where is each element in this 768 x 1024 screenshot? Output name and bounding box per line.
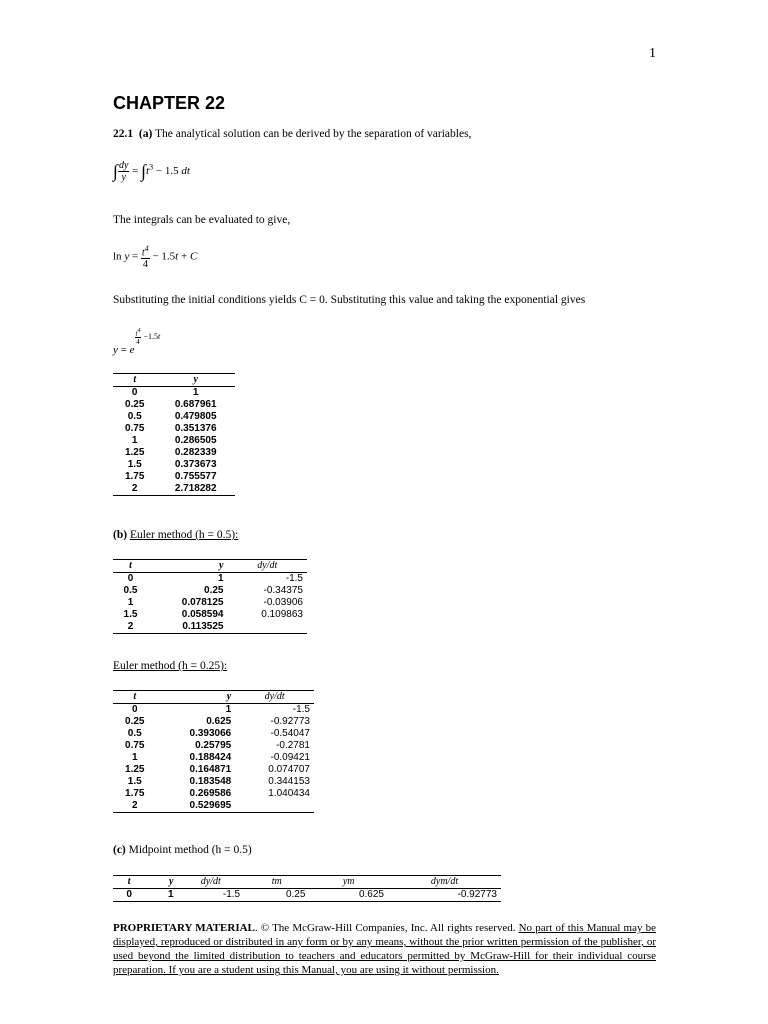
col-header-t: t	[113, 374, 156, 387]
table-cell: 1	[131, 435, 138, 446]
table-row	[113, 483, 235, 496]
table-cell: 0.078125	[181, 597, 224, 608]
table-cell: -1.5	[285, 573, 303, 584]
table-row	[113, 889, 501, 902]
table-row	[113, 609, 307, 621]
table-cell: 0.479805	[174, 411, 217, 422]
problem-intro-text: The analytical solution can be derived by the separation of variables,	[154, 128, 472, 140]
table-cell: 1	[192, 387, 199, 398]
integrals-text: The integrals can be evaluated to give,	[113, 214, 291, 226]
page-number: 1	[649, 46, 656, 61]
table-cell: 0.188424	[189, 752, 232, 763]
table-cell: 1	[131, 752, 138, 763]
table-cell: 1.75	[124, 471, 145, 482]
table-row	[113, 411, 235, 423]
table-cell: -0.92773	[388, 889, 501, 902]
table-cell: 1.25	[125, 764, 145, 775]
table-cell: 0	[131, 387, 138, 398]
table-row	[113, 423, 235, 435]
table-cell: 1.040434	[268, 788, 310, 799]
footer-lead: PROPRIETARY MATERIAL	[113, 922, 255, 934]
col-header-t: t	[113, 876, 145, 889]
col-header-t: t	[113, 560, 148, 573]
table-cell: 0.058594	[181, 609, 224, 620]
part-c-heading	[113, 844, 252, 856]
table-cell: 0.25795	[195, 740, 232, 751]
part-b-label: (b)	[113, 529, 128, 541]
table-row	[113, 752, 314, 764]
col-header-y: y	[145, 876, 177, 889]
table-cell: 1	[217, 573, 224, 584]
table-cell: -1.5	[178, 889, 245, 902]
equation-solution: y = e $\frac{t4}{4}$ −1.5t	[113, 328, 161, 357]
table-row	[113, 776, 314, 788]
part-a-label: (a)	[138, 128, 153, 140]
table-cell: 0.351376	[174, 423, 217, 434]
table-row	[113, 387, 235, 400]
table-cell: 0.529695	[157, 800, 236, 813]
table-row	[113, 764, 314, 776]
table-cell: 1.25	[124, 447, 145, 458]
table-cell: 1	[145, 889, 177, 902]
table-cell: 0.75	[125, 740, 145, 751]
table-cell: 0.625	[309, 889, 388, 902]
table-row	[113, 788, 314, 800]
footer-copyright: . © The McGraw-Hill Companies, Inc. All rights reserved.	[254, 922, 519, 934]
substitution-text: Substituting the initial conditions yields C = 0. Substituting this value and taking the exponential gives	[113, 294, 586, 306]
table-cell: 0.5	[127, 411, 142, 422]
table-row	[113, 459, 235, 471]
table-row	[113, 447, 235, 459]
table-row	[113, 704, 314, 717]
table-cell: 0.625	[206, 716, 232, 727]
table-cell: 0.5	[123, 585, 138, 596]
euler-05-table	[113, 559, 307, 634]
table-row	[113, 621, 307, 634]
table-cell: 0.755577	[174, 471, 217, 482]
euler-025-heading	[113, 660, 227, 672]
table-row	[113, 573, 307, 586]
table-cell: -0.92773	[270, 716, 310, 727]
euler-025-title: Euler method (h = 0.25):	[113, 660, 228, 672]
table-cell: 1.5	[123, 609, 138, 620]
table-cell: 0.25	[124, 399, 145, 410]
table-cell: 0.393066	[189, 728, 232, 739]
table-cell: 1.75	[125, 788, 145, 799]
col-header-y: y	[156, 374, 235, 387]
part-b-heading	[113, 529, 238, 541]
table-cell: 0.25	[244, 889, 309, 902]
table-cell: 0.75	[124, 423, 145, 434]
proprietary-footer	[113, 921, 656, 977]
table-cell: 0.164871	[189, 764, 232, 775]
table-cell	[228, 621, 308, 634]
table-cell: 0.344153	[268, 776, 310, 787]
table-cell: 1	[225, 704, 232, 715]
col-header-t: t	[113, 691, 157, 704]
table-cell: 0	[113, 889, 145, 902]
table-cell: 0.286505	[174, 435, 217, 446]
table-cell: 1.5	[127, 776, 142, 787]
table-cell: 0.25	[125, 716, 145, 727]
problem-number: 22.1	[113, 128, 134, 140]
midpoint-table	[113, 875, 501, 902]
table-cell: 1.5	[127, 459, 142, 470]
table-row	[113, 471, 235, 483]
table-cell: 0.109863	[261, 609, 303, 620]
table-cell: 2.718282	[156, 483, 235, 496]
table-cell	[235, 800, 314, 813]
col-header-dymdt: dym/dt	[388, 876, 501, 889]
table-row	[113, 399, 235, 411]
table-cell: 2	[113, 621, 148, 634]
part-c-label: (c)	[113, 844, 126, 856]
table-row	[113, 716, 314, 728]
table-cell: 2	[113, 800, 157, 813]
table-cell: 0.687961	[174, 399, 217, 410]
equation-integrated: ln y = $\frac{t^4}{4}$ − 1.5t + C	[113, 244, 198, 271]
table-row	[113, 435, 235, 447]
col-header-dydt: dy/dt	[235, 691, 314, 704]
table-row	[113, 728, 314, 740]
table-cell: -0.34375	[263, 585, 303, 596]
footer-notice: No part of this Manual may be displayed, reproduced or distributed in any form or by any means, without the prior written permission of the publisher, or used beyond the limited distribution to teachers and educators permitted by McGraw-Hill for their individual course preparation. If you are a student using this Manual, you are using it without permission.	[113, 922, 656, 976]
analytical-table	[113, 373, 235, 496]
table-cell: 0.074707	[268, 764, 310, 775]
table-cell: 0.113525	[148, 621, 227, 634]
table-cell: 1	[127, 597, 134, 608]
table-row	[113, 597, 307, 609]
col-header-dydt: dy/dt	[228, 560, 308, 573]
col-header-tm: tm	[244, 876, 309, 889]
table-cell: 0.373673	[174, 459, 217, 470]
table-cell: 2	[113, 483, 156, 496]
table-cell: 0.269586	[189, 788, 232, 799]
table-cell: 0	[131, 704, 138, 715]
table-row	[113, 800, 314, 813]
col-header-ym: ym	[309, 876, 388, 889]
table-cell: 0.25	[204, 585, 224, 596]
table-cell: -0.2781	[276, 740, 310, 751]
table-cell: -0.03906	[263, 597, 303, 608]
equation-separation: ∫ $\frac{dy}{y}$ = $\int t^3 - 1.5$ dt	[113, 160, 190, 183]
table-cell: -1.5	[292, 704, 310, 715]
part-c-title: Midpoint method (h = 0.5)	[128, 844, 252, 856]
table-cell: -0.54047	[270, 728, 310, 739]
col-header-dydt: dy/dt	[178, 876, 245, 889]
table-cell: 0.183548	[189, 776, 232, 787]
table-row	[113, 585, 307, 597]
table-cell: 0.282339	[174, 447, 217, 458]
chapter-title: CHAPTER 22	[113, 93, 226, 113]
euler-025-table	[113, 690, 314, 813]
col-header-y: y	[157, 691, 236, 704]
table-row	[113, 740, 314, 752]
table-cell: -0.09421	[270, 752, 310, 763]
table-cell: 0	[127, 573, 134, 584]
part-b-title: Euler method (h = 0.5):	[129, 529, 239, 541]
table-cell: 0.5	[127, 728, 142, 739]
col-header-y: y	[148, 560, 227, 573]
problem-intro	[113, 128, 471, 140]
